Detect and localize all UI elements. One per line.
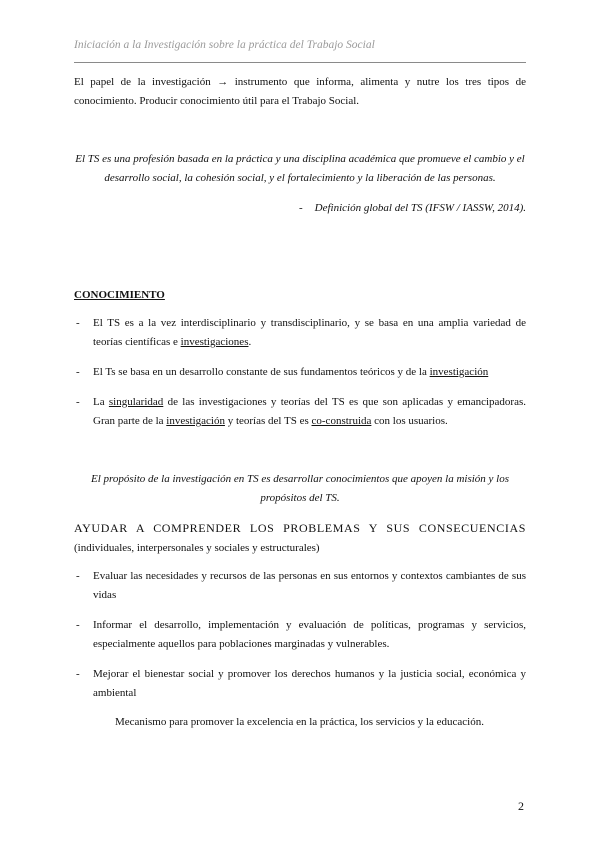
ayudar-paragraph [74, 519, 526, 558]
item-text: con los usuarios. [371, 415, 448, 427]
definition-quote: El TS es una profesión basada en la práctica y una disciplina académica que promueve el cambio y el desarrollo social, la cohesión social, y el fortalecimiento y la liberación de las personas. [75, 153, 525, 184]
attribution-dash: - [299, 202, 303, 214]
underlined-term: singularidad [108, 396, 164, 408]
header-divider [74, 62, 526, 63]
section-heading-conocimiento: CONOCIMIENTO [74, 289, 165, 301]
item-text: La [93, 396, 109, 408]
item-text: y teorías del TS es [224, 415, 312, 427]
purpose-quote: El propósito de la investigación en TS es desarrollar conocimientos que apoyen la misión y los propósitos del TS. [90, 473, 510, 504]
page-header: Iniciación a la Investigación sobre la práctica del Trabajo Social [74, 39, 375, 51]
item-text: El TS es a la vez interdisciplinario y transdisciplinario, y se basa en una amplia variedad de teorías científicas e [93, 317, 526, 348]
list-item: - Mejorar el bienestar social y promover los derechos humanos y la justicia social, económica y ambiental [74, 665, 526, 703]
underlined-term: investigación [429, 366, 489, 378]
intro-paragraph: El papel de la investigación → instrumento que informa, alimenta y nutre los tres tipos de conocimiento. Producir conocimiento útil para el Trabajo Social. [74, 76, 526, 107]
ayudar-heading: AYUDAR A COMPRENDER LOS PROBLEMAS Y SUS CONSECUENCIAS [74, 521, 526, 535]
item-text: El Ts se basa en un desarrollo constante de sus fundamentos teóricos y de la [93, 366, 430, 378]
ayudar-suffix: (individuales, interpersonales y sociales y estructurales) [74, 542, 320, 554]
quote-attribution [74, 199, 526, 218]
conocimiento-list [74, 314, 526, 442]
list-item [74, 314, 526, 352]
underlined-term: investigación [166, 415, 225, 427]
attribution-text: Definición global del TS (IFSW / IASSW, 2014). [314, 202, 526, 214]
list-item [74, 363, 526, 382]
list-item [74, 393, 526, 431]
item-text: . [248, 336, 252, 348]
underlined-term: investigaciones [180, 336, 249, 348]
list-item: - Informar el desarrollo, implementación y evaluación de políticas, programas y servicios, especialmente aquellos para poblaciones marginadas y vulnerables. [74, 616, 526, 654]
underlined-term: co-construida [311, 415, 372, 427]
mechanism-line: Mecanismo para promover la excelencia en la práctica, los servicios y la educación. [115, 716, 484, 728]
item-text: de las investigaciones y teorías del TS es que son aplicadas y emancipadoras. Gran parte de la [93, 396, 526, 427]
page-number: 2 [518, 799, 524, 813]
list-item: - Evaluar las necesidades y recursos de las personas en sus entornos y contextos cambiantes de sus vidas [74, 567, 526, 605]
ayudar-list [74, 567, 526, 714]
